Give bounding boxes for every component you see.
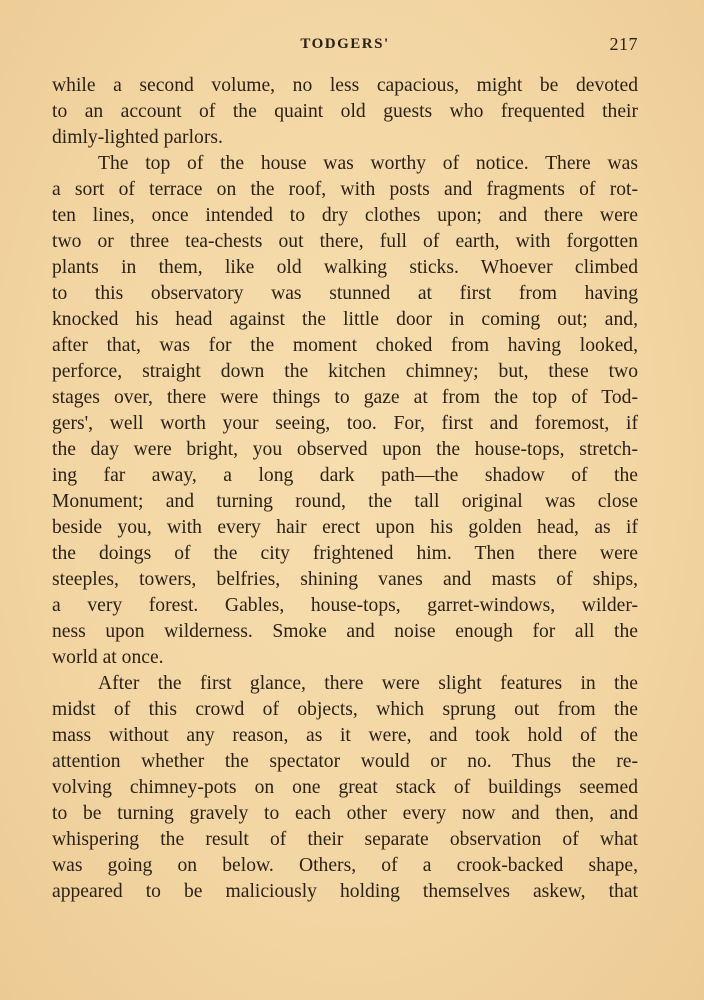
text-line: Monument; and turning round, the tall original was close bbox=[52, 491, 638, 512]
text-line: dimly-lighted parlors. bbox=[52, 127, 223, 148]
text-line: appeared to be maliciously holding themselves askew, that bbox=[52, 881, 638, 902]
text-line: The top of the house was worthy of notice. There was bbox=[98, 153, 638, 174]
running-title: TODGERS' bbox=[300, 36, 390, 52]
text-line: volving chimney-pots on one great stack of buildings seemed bbox=[52, 777, 638, 798]
text-line: stages over, there were things to gaze at from the top of Tod- bbox=[52, 387, 638, 408]
text-line: a sort of terrace on the roof, with posts and fragments of rot- bbox=[52, 179, 638, 200]
text-line: attention whether the spectator would or no. Thus the re- bbox=[52, 751, 638, 772]
text-line: to an account of the quaint old guests who frequented their bbox=[52, 101, 638, 122]
text-line: After the first glance, there were slight features in the bbox=[98, 673, 638, 694]
text-line: knocked his head against the little door in coming out; and, bbox=[52, 309, 638, 330]
text-line: beside you, with every hair erect upon his golden head, as if bbox=[52, 517, 638, 538]
text-line: to this observatory was stunned at first from having bbox=[52, 283, 638, 304]
text-line: ing far away, a long dark path—the shadow of the bbox=[52, 465, 638, 486]
text-line: two or three tea-chests out there, full of earth, with forgotten bbox=[52, 231, 638, 252]
text-line: gers', well worth your seeing, too. For, first and foremost, if bbox=[52, 413, 638, 434]
text-line: the doings of the city frightened him. Then there were bbox=[52, 543, 638, 564]
text-line: whispering the result of their separate observation of what bbox=[52, 829, 638, 850]
text-line: ness upon wilderness. Smoke and noise enough for all the bbox=[52, 621, 638, 642]
text-line: world at once. bbox=[52, 647, 164, 668]
text-line: while a second volume, no less capacious, might be devoted bbox=[52, 75, 638, 96]
page-number: 217 bbox=[609, 34, 638, 54]
text-line: a very forest. Gables, house-tops, garret-windows, wilder- bbox=[52, 595, 638, 616]
text-line: steeples, towers, belfries, shining vanes and masts of ships, bbox=[52, 569, 638, 590]
text-line: ten lines, once intended to dry clothes upon; and there were bbox=[52, 205, 638, 226]
text-line: to be turning gravely to each other every now and then, and bbox=[52, 803, 638, 824]
text-line: mass without any reason, as it were, and took hold of the bbox=[52, 725, 638, 746]
text-line: midst of this crowd of objects, which sprung out from the bbox=[52, 699, 638, 720]
text-line: after that, was for the moment choked from having looked, bbox=[52, 335, 638, 356]
text-line: plants in them, like old walking sticks. Whoever climbed bbox=[52, 257, 638, 278]
text-line: perforce, straight down the kitchen chimney; but, these two bbox=[52, 361, 638, 382]
running-head bbox=[52, 33, 638, 57]
body-text bbox=[52, 73, 638, 905]
text-line: the day were bright, you observed upon the house-tops, stretch- bbox=[52, 439, 638, 460]
text-line: was going on below. Others, of a crook-backed shape, bbox=[52, 855, 638, 876]
